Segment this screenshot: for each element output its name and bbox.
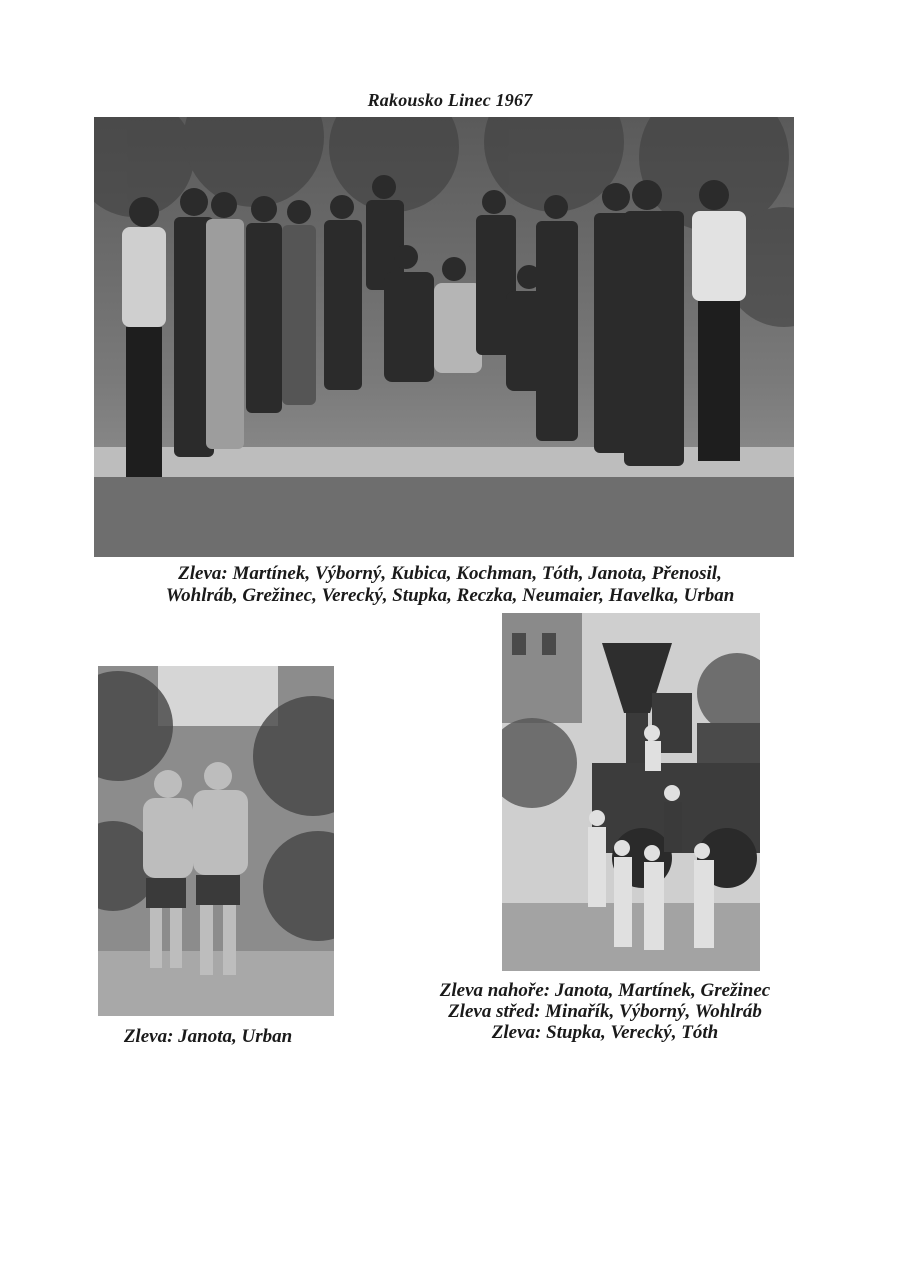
locomotive-photo [502, 613, 760, 971]
group-photo-caption [60, 563, 840, 607]
caption-line: Zleva střed: Minařík, Výborný, Wohlráb [448, 1001, 762, 1022]
caption-line: Zleva: Martínek, Výborný, Kubica, Kochman, Tóth, Janota, Přenosil, [178, 563, 722, 584]
page-title: Rakousko Linec 1967 [367, 90, 533, 110]
locomotive-photo-caption [405, 980, 805, 1043]
caption-line: Zleva: Stupka, Verecký, Tóth [491, 1022, 719, 1043]
pair-photo [98, 666, 334, 1016]
caption-line: Wohlráb, Grežinec, Verecký, Stupka, Reczka, Neumaier, Havelka, Urban [165, 585, 735, 606]
caption-line: Zleva: Janota, Urban [123, 1026, 293, 1047]
group-photo [94, 117, 794, 557]
pair-photo-caption [100, 1026, 316, 1048]
caption-line: Zleva nahoře: Janota, Martínek, Grežinec [439, 980, 771, 1001]
